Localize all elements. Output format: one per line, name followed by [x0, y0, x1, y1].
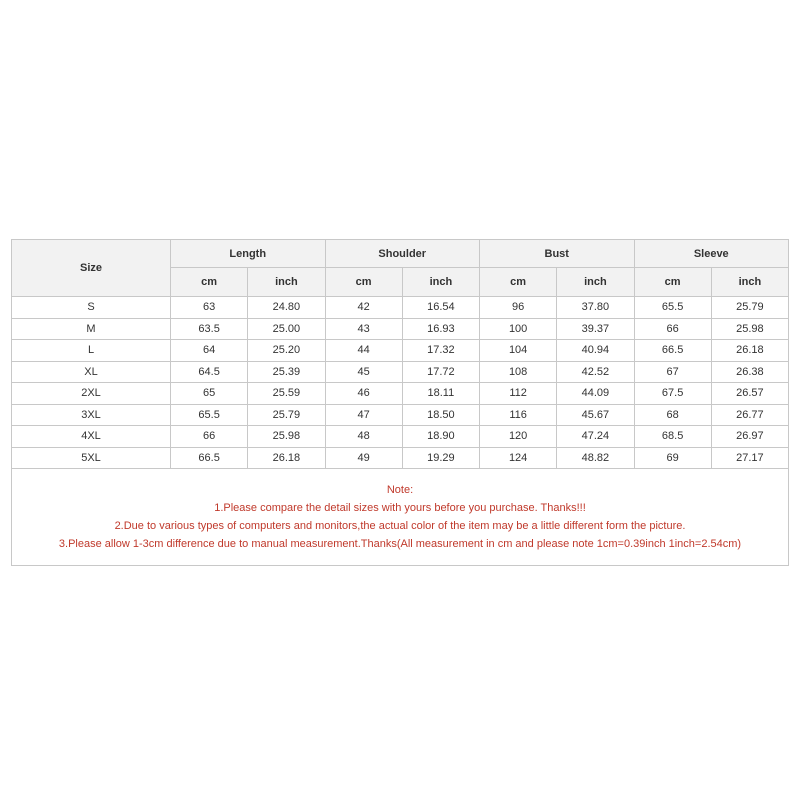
- table-row: [12, 340, 789, 362]
- measurement-cell: 48: [325, 426, 402, 448]
- measurement-cell: 46: [325, 383, 402, 405]
- measurement-cell: 45.67: [557, 404, 634, 426]
- measurement-cell: 66.5: [634, 340, 711, 362]
- measurement-cell: 16.54: [402, 297, 479, 319]
- table-row: [12, 361, 789, 383]
- measurement-cell: 116: [480, 404, 557, 426]
- sleeve-header: Sleeve: [634, 240, 789, 268]
- measurement-cell: 25.00: [248, 318, 325, 340]
- measurement-cell: 19.29: [402, 447, 479, 469]
- measurement-cell: 26.97: [711, 426, 788, 448]
- unit-header: inch: [557, 268, 634, 297]
- notes-section: [11, 469, 789, 566]
- measurement-cell: 120: [480, 426, 557, 448]
- measurement-cell: 17.32: [402, 340, 479, 362]
- measurement-cell: 96: [480, 297, 557, 319]
- measurement-cell: 108: [480, 361, 557, 383]
- size-cell: 2XL: [12, 383, 171, 405]
- measurement-cell: 65: [171, 383, 248, 405]
- size-table: [11, 239, 789, 469]
- measurement-cell: 18.50: [402, 404, 479, 426]
- measurement-cell: 64: [171, 340, 248, 362]
- measurement-cell: 112: [480, 383, 557, 405]
- measurement-cell: 25.98: [711, 318, 788, 340]
- measurement-cell: 26.18: [248, 447, 325, 469]
- measurement-cell: 65.5: [634, 297, 711, 319]
- measurement-cell: 69: [634, 447, 711, 469]
- measurement-cell: 26.57: [711, 383, 788, 405]
- measurement-cell: 47: [325, 404, 402, 426]
- note-line: 1.Please compare the detail sizes with yours before you purchase. Thanks!!!: [214, 502, 586, 514]
- measurement-cell: 43: [325, 318, 402, 340]
- table-row: [12, 426, 789, 448]
- measurement-cell: 44.09: [557, 383, 634, 405]
- table-row: [12, 447, 789, 469]
- measurement-cell: 65.5: [171, 404, 248, 426]
- size-cell: 4XL: [12, 426, 171, 448]
- size-cell: M: [12, 318, 171, 340]
- measurement-cell: 39.37: [557, 318, 634, 340]
- size-cell: 5XL: [12, 447, 171, 469]
- measurement-cell: 100: [480, 318, 557, 340]
- note-line: 3.Please allow 1-3cm difference due to manual measurement.Thanks(All measurement in cm and please note 1cm=0.39inch 1inch=2.54cm): [58, 538, 742, 550]
- measurement-cell: 66: [171, 426, 248, 448]
- measurement-cell: 17.72: [402, 361, 479, 383]
- measurement-cell: 26.18: [711, 340, 788, 362]
- measurement-cell: 25.59: [248, 383, 325, 405]
- measurement-cell: 124: [480, 447, 557, 469]
- unit-header: cm: [634, 268, 711, 297]
- size-cell: 3XL: [12, 404, 171, 426]
- measurement-cell: 63: [171, 297, 248, 319]
- measurement-cell: 25.20: [248, 340, 325, 362]
- measurement-cell: 63.5: [171, 318, 248, 340]
- note-line: 2.Due to various types of computers and monitors,the actual color of the item may be a little different form the picture.: [114, 520, 686, 532]
- measurement-cell: 37.80: [557, 297, 634, 319]
- measurement-cell: 68: [634, 404, 711, 426]
- measurement-cell: 27.17: [711, 447, 788, 469]
- unit-header: cm: [171, 268, 248, 297]
- measurement-cell: 42: [325, 297, 402, 319]
- measurement-cell: 25.98: [248, 426, 325, 448]
- measurement-cell: 47.24: [557, 426, 634, 448]
- measurement-cell: 64.5: [171, 361, 248, 383]
- measurement-cell: 104: [480, 340, 557, 362]
- size-cell: XL: [12, 361, 171, 383]
- measurement-cell: 26.77: [711, 404, 788, 426]
- measurement-cell: 24.80: [248, 297, 325, 319]
- measurement-cell: 42.52: [557, 361, 634, 383]
- measurement-cell: 18.11: [402, 383, 479, 405]
- measurement-cell: 49: [325, 447, 402, 469]
- size-column-header: Size: [12, 240, 171, 297]
- table-row: [12, 383, 789, 405]
- measurement-cell: 25.39: [248, 361, 325, 383]
- measurement-cell: 66: [634, 318, 711, 340]
- measurement-cell: 48.82: [557, 447, 634, 469]
- table-row: [12, 297, 789, 319]
- length-header: Length: [171, 240, 326, 268]
- measurement-cell: 16.93: [402, 318, 479, 340]
- unit-header: cm: [480, 268, 557, 297]
- measurement-cell: 25.79: [248, 404, 325, 426]
- unit-header: inch: [402, 268, 479, 297]
- notes-title: Note:: [386, 484, 414, 496]
- measurement-cell: 45: [325, 361, 402, 383]
- size-cell: S: [12, 297, 171, 319]
- table-header: [12, 240, 789, 297]
- measurement-cell: 67.5: [634, 383, 711, 405]
- measurement-cell: 66.5: [171, 447, 248, 469]
- measurement-cell: 26.38: [711, 361, 788, 383]
- bust-header: Bust: [480, 240, 635, 268]
- measurement-cell: 67: [634, 361, 711, 383]
- measurement-cell: 44: [325, 340, 402, 362]
- unit-header: cm: [325, 268, 402, 297]
- table-row: [12, 318, 789, 340]
- shoulder-header: Shoulder: [325, 240, 480, 268]
- measurement-cell: 25.79: [711, 297, 788, 319]
- header-group-row: [12, 240, 789, 268]
- unit-header: inch: [248, 268, 325, 297]
- table-row: [12, 404, 789, 426]
- size-chart: [11, 239, 789, 566]
- table-body: [12, 297, 789, 469]
- unit-header: inch: [711, 268, 788, 297]
- measurement-cell: 18.90: [402, 426, 479, 448]
- size-cell: L: [12, 340, 171, 362]
- measurement-cell: 68.5: [634, 426, 711, 448]
- measurement-cell: 40.94: [557, 340, 634, 362]
